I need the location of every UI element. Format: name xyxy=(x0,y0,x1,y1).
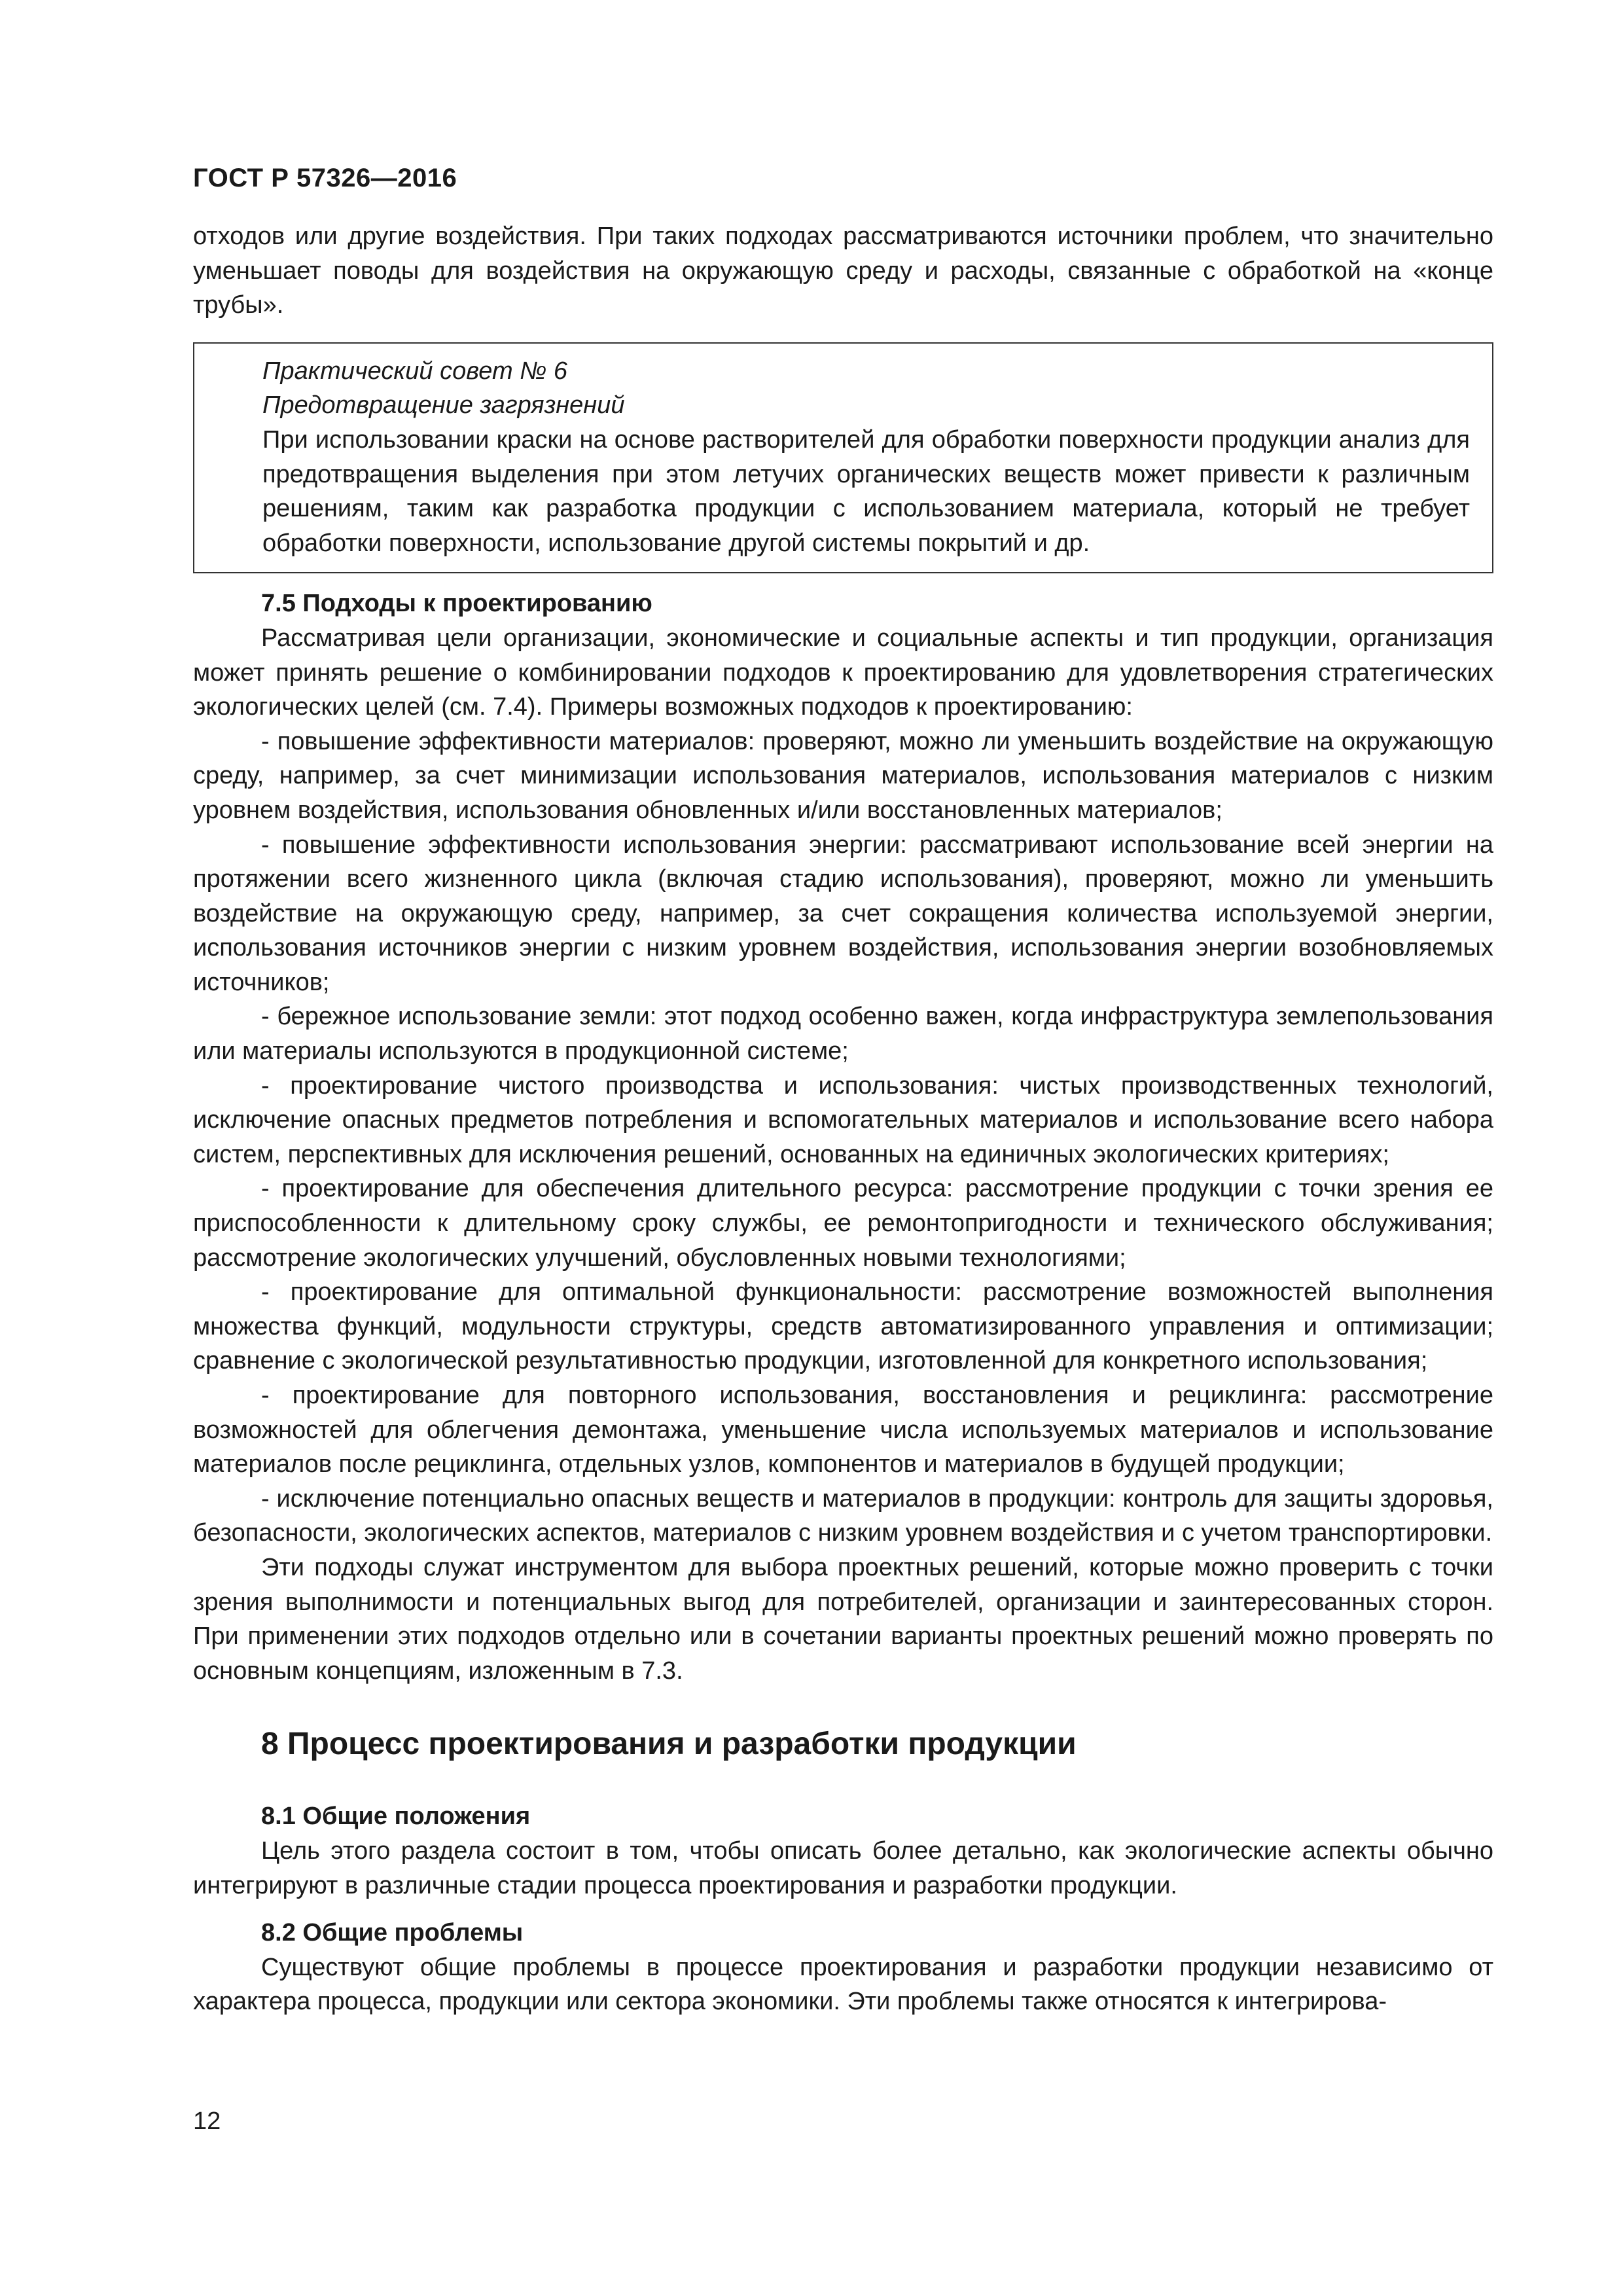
advice-subtitle: Предотвращение загрязнений xyxy=(262,391,625,420)
list-item: - проектирование для обеспечения длительного ресурса: рассмотрение продукции с точки зрения ее приспособленности к длительному сроку службы, ее ремонтопригодности и технического обслуживания; рассмотрение экологических улучшений, обусловленных новыми технологиями; xyxy=(193,1175,1493,1272)
section-8-1-heading: 8.1 Общие положения xyxy=(261,1803,531,1831)
section-8-heading: 8 Процесс проектирования и разработки продукции xyxy=(261,1727,1077,1762)
advice-title: Практический совет № 6 xyxy=(262,357,568,385)
section-8-2-heading: 8.2 Общие проблемы xyxy=(261,1919,524,1947)
list-item: - повышение эффективности использования энергии: рассматривают использование всей энергии на протяжении всего жизненного цикла (включая стадию использования), проверяют, можно ли уменьшить воздействие на окружающую среду, например, за счет сокращения количества используемой энергии, использования источников энергии с низким уровнем воздействия, использования энергии возобновляемых источников; xyxy=(193,831,1493,996)
list-item: - бережное использование земли: этот подход особенно важен, когда инфраструктура землепользования или материалы используются в продукционной системе; xyxy=(193,1003,1493,1066)
paragraph: Цель этого раздела состоит в том, чтобы описать более детально, как экологические аспекты обычно интегрируют в различные стадии процесса проектирования и разработки продукции. xyxy=(193,1837,1493,1899)
list-item: - повышение эффективности материалов: проверяют, можно ли уменьшить воздействие на окружающую среду, например, за счет минимизации использования материалов, использования материалов с низким уровнем воздействия, использования обновленных и/или восстановленных материалов; xyxy=(193,727,1493,824)
paragraph: Эти подходы служат инструментом для выбора проектных решений, которые можно проверить с точки зрения выполнимости и потенциальных выгод для потребителей, организации и заинтересованных сторон. При применении этих подходов отдельно или в сочетании варианты проектных решений можно проверять по основным концепциям, изложенным в 7.3. xyxy=(193,1553,1493,1685)
page-number: 12 xyxy=(193,2108,221,2135)
list-item: - проектирование для повторного использования, восстановления и рециклинга: рассмотрение возможностей для облегчения демонтажа, уменьшение числа используемых материалов и использование материалов после рециклинга, отдельных узлов, компонентов и материалов в будущей продукции; xyxy=(193,1382,1493,1479)
intro-paragraph: отходов или другие воздействия. При таких подходах рассматриваются источники проблем, что значительно уменьшает поводы для воздействия на окружающую среду и расходы, связанные с обработкой на «конце трубы». xyxy=(193,223,1493,319)
page-content xyxy=(193,219,1493,2019)
list-item: - исключение потенциально опасных веществ и материалов в продукции: контроль для защиты здоровья, безопасности, экологических аспектов, материалов с низким уровнем воздействия и с учетом транспортировки. xyxy=(193,1484,1493,1547)
paragraph: Рассматривая цели организации, экономические и социальные аспекты и тип продукции, организация может принять решение о комбинировании подходов к проектированию для удовлетворения стратегических экологических целей (см. 7.4). Примеры возможных подходов к проектированию: xyxy=(193,624,1493,721)
paragraph: Существуют общие проблемы в процессе проектирования и разработки продукции независимо от характера процесса, продукции или сектора экономики. Эти проблемы также относятся к интегрирова- xyxy=(193,1953,1493,2016)
advice-text: При использовании краски на основе растворителей для обработки поверхности продукции анализ для предотвращения выделения при этом летучих органических веществ может привести к различным решениям, таким как разработка продукции с использованием материала, который не требует обработки поверхности, использование другой системы покрытий и др. xyxy=(262,425,1470,557)
practical-advice-box xyxy=(193,342,1493,574)
document-header: ГОСТ Р 57326—2016 xyxy=(193,164,457,192)
list-item: - проектирование для оптимальной функциональности: рассмотрение возможностей выполнения множества функций, модульности структуры, средств автоматизированного управления и оптимизации; сравнение с экологической результативностью продукции, изготовленной для конкретного использования; xyxy=(193,1278,1493,1375)
list-item: - проектирование чистого производства и использования: чистых производственных технологий, исключение опасных предметов потребления и вспомогательных материалов и использование всего набора систем, перспективных для исключения решений, основанных на единичных экологических критериях; xyxy=(193,1071,1493,1168)
section-7-5-heading: 7.5 Подходы к проектированию xyxy=(261,590,652,618)
